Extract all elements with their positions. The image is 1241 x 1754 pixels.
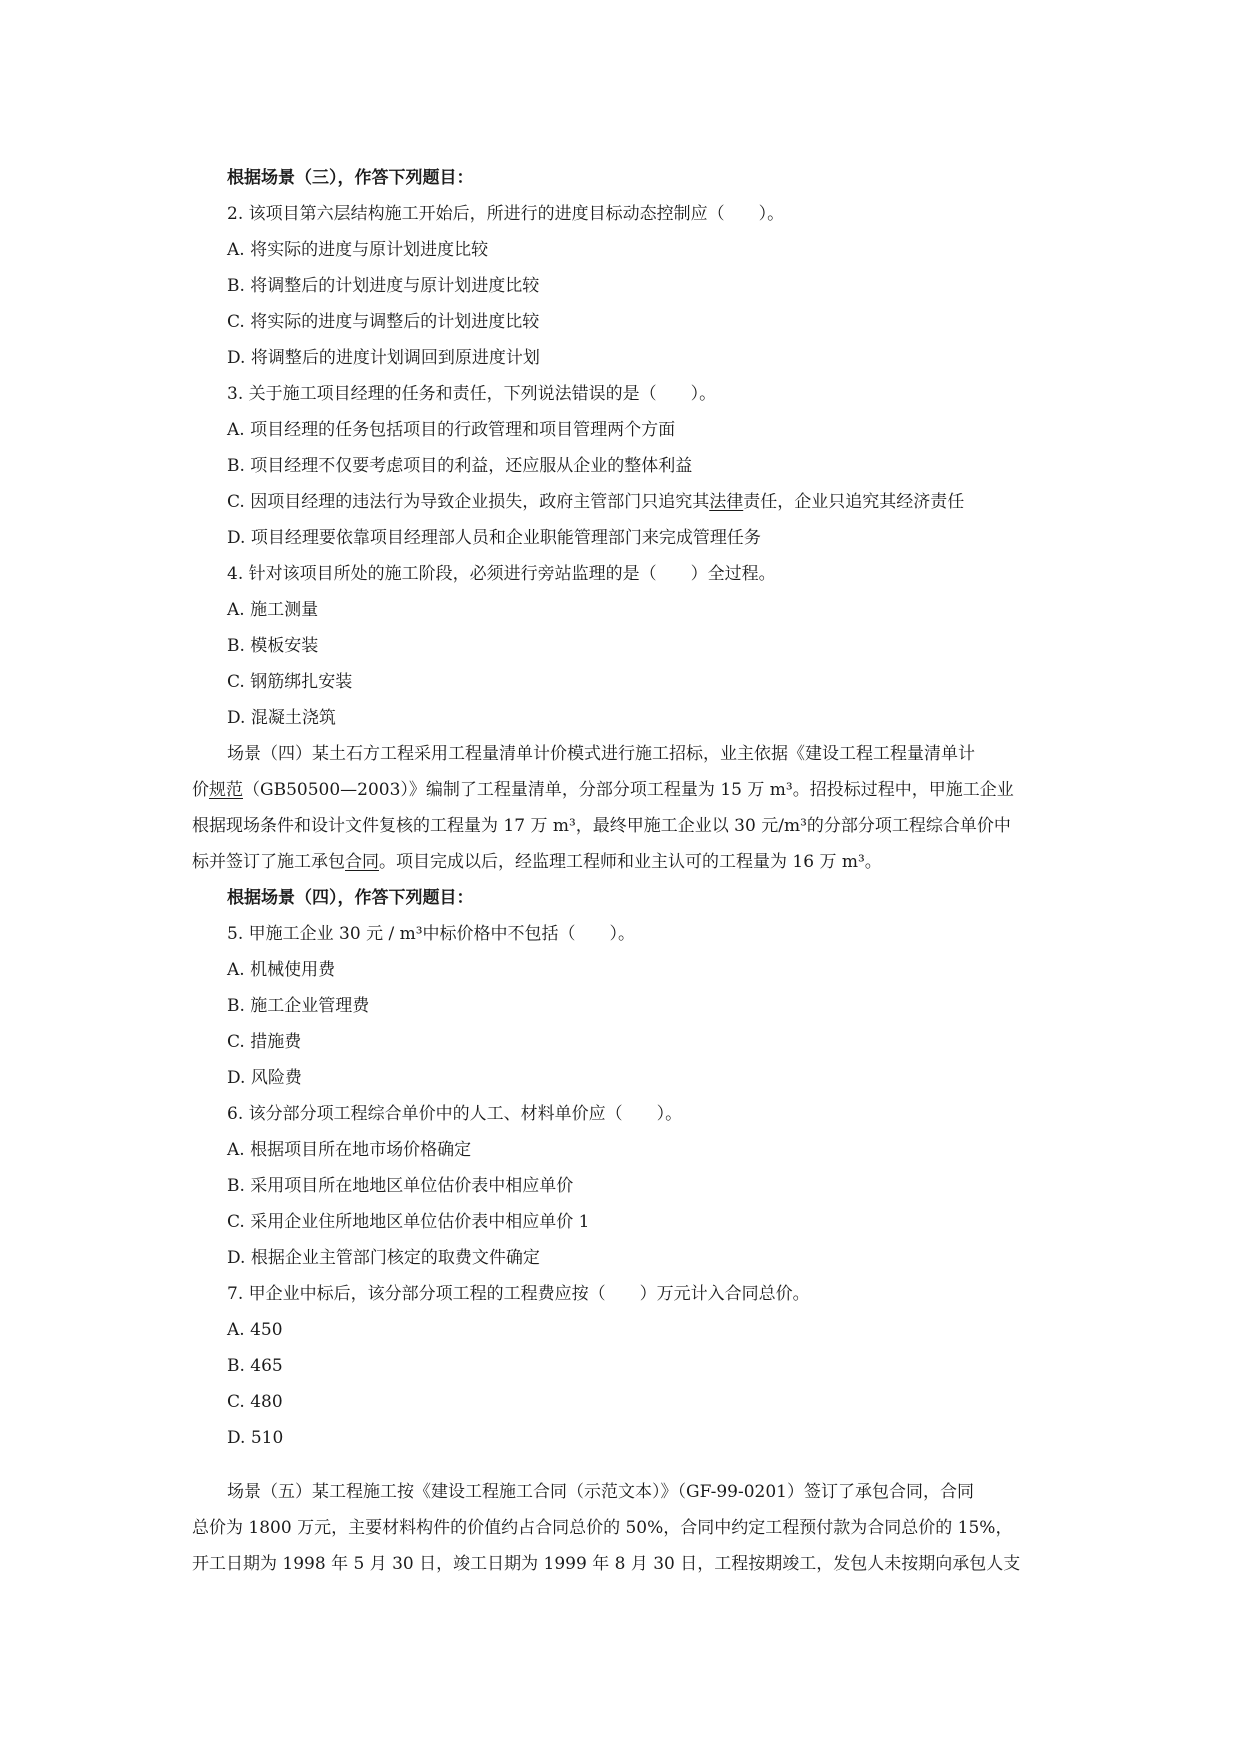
question-5-stem: 5. 甲施工企业 30 元 / m³中标价格中不包括（ ）。 xyxy=(227,924,636,944)
scenario-5-paragraph-line-3: 开工日期为 1998 年 5 月 30 日，竣工日期为 1999 年 8 月 30 日，工程按期竣工，发包人未按期向承包人支 xyxy=(192,1554,1021,1574)
question-5-option-c: C. 措施费 xyxy=(227,1032,302,1052)
question-2-option-c: C. 将实际的进度与调整后的计划进度比较 xyxy=(227,312,540,332)
question-6-option-d: D. 根据企业主管部门核定的取费文件确定 xyxy=(227,1248,540,1268)
question-2-option-d: D. 将调整后的进度计划调回到原进度计划 xyxy=(227,348,540,368)
question-7-option-c: C. 480 xyxy=(227,1392,283,1412)
question-4-option-c: C. 钢筋绑扎安装 xyxy=(227,672,353,692)
scenario-4-line-2-start: 价 xyxy=(192,780,209,800)
question-4-option-b: B. 模板安装 xyxy=(227,636,319,656)
scenario-4-paragraph-line-4 xyxy=(192,844,1062,880)
scenario-3-heading: 根据场景（三），作答下列题目： xyxy=(227,168,474,188)
scenario-4-line-2-end: （GB50500—2003）》编制了工程量清单，分部分项工程量为 15 万 m³。招投标过程中，甲施工企业 xyxy=(243,780,1014,800)
question-4-stem: 4. 针对该项目所处的施工阶段，必须进行旁站监理的是（ ）全过程。 xyxy=(227,564,776,584)
paragraph-gap xyxy=(192,1456,1062,1474)
question-5-option-d: D. 风险费 xyxy=(227,1068,302,1088)
question-7-option-d: D. 510 xyxy=(227,1428,284,1448)
specification-link[interactable]: 规范 xyxy=(209,780,243,800)
scenario-5-paragraph-line-2: 总价为 1800 万元，主要材料构件的价值约占合同总价的 50%，合同中约定工程预付款为合同总价的 15%， xyxy=(192,1518,1013,1538)
question-4-option-d: D. 混凝土浇筑 xyxy=(227,708,336,728)
question-3-option-c-text-end: 责任，企业只追究其经济责任 xyxy=(743,492,965,512)
document-page xyxy=(192,160,1062,1582)
scenario-4-line-4-end: 。项目完成以后，经监理工程师和业主认可的工程量为 16 万 m³。 xyxy=(379,852,882,872)
law-link[interactable]: 法律 xyxy=(709,492,744,512)
question-2-option-a: A. 将实际的进度与原计划进度比较 xyxy=(227,240,489,260)
question-3-option-a: A. 项目经理的任务包括项目的行政管理和项目管理两个方面 xyxy=(227,420,676,440)
question-5-option-a: A. 机械使用费 xyxy=(227,960,336,980)
question-5-option-b: B. 施工企业管理费 xyxy=(227,996,370,1016)
question-6-option-c: C. 采用企业住所地地区单位估价表中相应单价 1 xyxy=(227,1212,590,1232)
question-3-option-d: D. 项目经理要依靠项目经理部人员和企业职能管理部门来完成管理任务 xyxy=(227,528,761,548)
question-7-option-a: A. 450 xyxy=(227,1320,283,1340)
question-2-option-b: B. 将调整后的计划进度与原计划进度比较 xyxy=(227,276,540,296)
question-3-option-c-text: C. 因项目经理的违法行为导致企业损失，政府主管部门只追究其 xyxy=(227,492,710,512)
scenario-4-paragraph-line-3: 根据现场条件和设计文件复核的工程量为 17 万 m³，最终甲施工企业以 30 元/m³的分部分项工程综合单价中 xyxy=(192,816,1011,836)
scenario-4-paragraph-line-2 xyxy=(192,772,1062,808)
contract-link[interactable]: 合同 xyxy=(345,852,379,872)
question-7-option-b: B. 465 xyxy=(227,1356,283,1376)
question-6-option-b: B. 采用项目所在地地区单位估价表中相应单价 xyxy=(227,1176,574,1196)
question-3-stem: 3. 关于施工项目经理的任务和责任，下列说法错误的是（ ）。 xyxy=(227,384,717,404)
question-3-option-c xyxy=(192,484,1062,520)
question-6-option-a: A. 根据项目所在地市场价格确定 xyxy=(227,1140,472,1160)
question-3-option-b: B. 项目经理不仅要考虑项目的利益，还应服从企业的整体利益 xyxy=(227,456,693,476)
scenario-5-paragraph-line-1: 场景（五）某工程施工按《建设工程施工合同（示范文本）》（GF-99-0201）签订了承包合同，合同 xyxy=(227,1482,974,1502)
scenario-4-heading: 根据场景（四），作答下列题目： xyxy=(227,888,474,908)
question-2-stem: 2. 该项目第六层结构施工开始后，所进行的进度目标动态控制应（ ）。 xyxy=(227,204,785,224)
question-4-option-a: A. 施工测量 xyxy=(227,600,319,620)
question-6-stem: 6. 该分部分项工程综合单价中的人工、材料单价应（ ）。 xyxy=(227,1104,683,1124)
question-7-stem: 7. 甲企业中标后，该分部分项工程的工程费应按（ ）万元计入合同总价。 xyxy=(227,1284,810,1304)
scenario-4-paragraph-line-1: 场景（四）某土石方工程采用工程量清单计价模式进行施工招标，业主依据《建设工程工程量清单计 xyxy=(227,744,975,764)
scenario-4-line-4-start: 标并签订了施工承包 xyxy=(192,852,345,872)
